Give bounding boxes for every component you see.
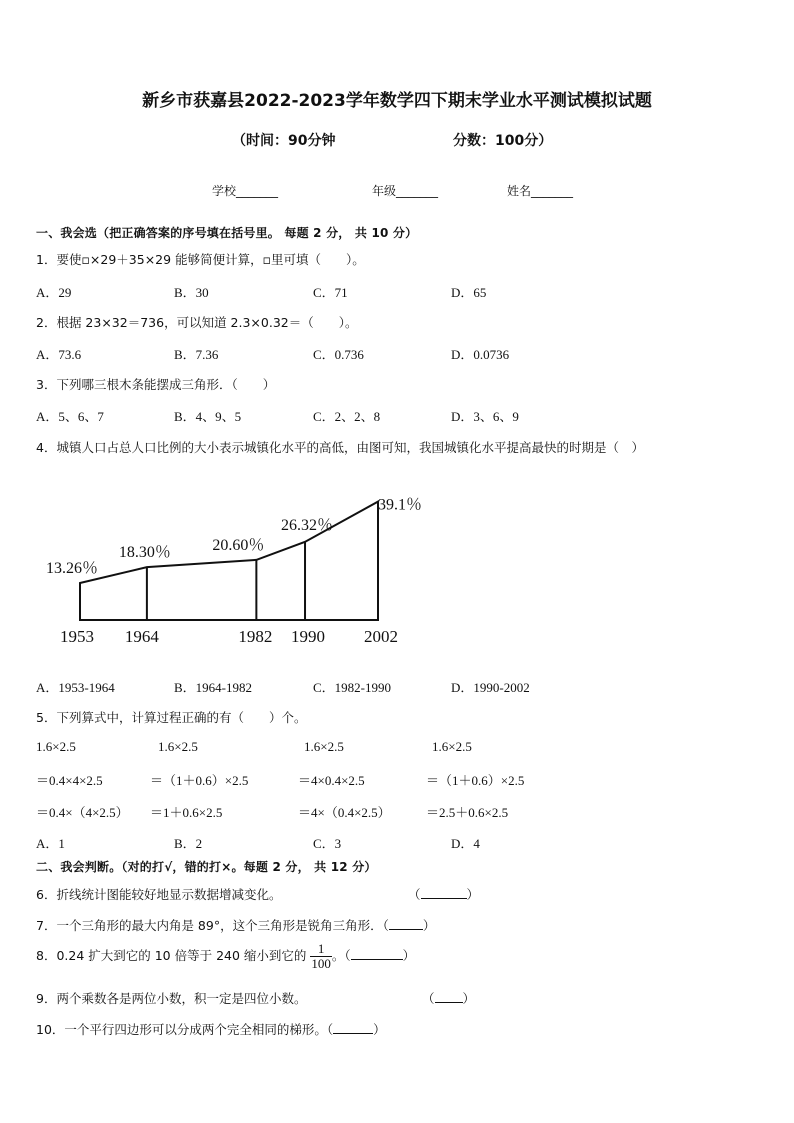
q5-expr-1-line-3: ＝0.4×（4×2.5） <box>36 805 129 820</box>
q8-paren-close: ） <box>402 948 416 963</box>
q9-answer[interactable] <box>422 989 475 1007</box>
x-tick-2002: 2002 <box>364 627 398 646</box>
q3-option-a: A．5、6、7 <box>36 409 104 424</box>
q5-expr-4-line-3: ＝2.5＋0.6×2.5 <box>426 805 509 820</box>
x-tick-1990: 1990 <box>291 627 326 646</box>
x-tick-1982: 1982 <box>238 627 273 646</box>
q7-text: 7．一个三角形的最大内角是 89°，这个三角形是锐角三角形．（ <box>36 918 389 933</box>
q6-paren-close: ） <box>466 887 480 902</box>
section-1-heading: 一、我会选（把正确答案的序号填在括号里。 每题 2 分， 共 10 分） <box>36 226 418 240</box>
q8-text-post: 。（ <box>331 948 351 963</box>
q2-option-c: C．0.736 <box>313 347 364 362</box>
q8-row <box>36 942 415 971</box>
q4-option-c: C．1982-1990 <box>313 680 392 695</box>
q4-option-d: D．1990-2002 <box>451 680 530 695</box>
urbanization-chart <box>0 470 794 660</box>
q10-paren-close: ） <box>373 1022 386 1037</box>
data-label-2002: 39.1％ <box>378 496 423 514</box>
q5-expr-3-line-3: ＝4×（0.4×2.5） <box>298 805 391 820</box>
name-field: 姓名_______ <box>507 184 574 198</box>
q3-option-c: C．2、2、8 <box>313 409 381 424</box>
q4-option-a: A．1953-1964 <box>36 680 115 695</box>
q1-option-a: A．29 <box>36 285 72 300</box>
q2-option-b: B．7.36 <box>174 347 219 362</box>
grade-field: 年级_______ <box>372 184 439 198</box>
data-label-1964: 18.30％ <box>118 544 171 562</box>
q2-stem: 2．根据 23×32＝736，可以知道 2.3×0.32＝（ ）。 <box>36 315 358 330</box>
section-2-heading: 二、我会判断。（对的打√，错的打×。每题 2 分， 共 12 分） <box>36 860 377 874</box>
q1-option-b: B．30 <box>174 285 209 300</box>
q3-option-d: D．3、6、9 <box>451 409 519 424</box>
q4-option-b: B．1964-1982 <box>174 680 253 695</box>
page-title: 新乡市获嘉县2022-2023学年数学四下期末学业水平测试模拟试题 <box>142 91 652 111</box>
q5-expr-2-line-1: 1.6×2.5 <box>158 739 198 754</box>
data-label-1982: 20.60％ <box>212 536 265 554</box>
q3-option-b: B．4、9、5 <box>174 409 242 424</box>
q10-row <box>36 1020 386 1038</box>
q7-blank[interactable] <box>389 917 423 930</box>
x-tick-1953: 1953 <box>60 627 94 646</box>
q8-fraction-denominator: 100 <box>311 956 331 971</box>
q1-stem: 1．要使▫×29＋35×29 能够简便计算，▫里可填（ ）。 <box>36 252 365 267</box>
q5-expr-4-line-1: 1.6×2.5 <box>432 739 472 754</box>
q5-expr-1-line-2: ＝0.4×4×2.5 <box>36 773 103 788</box>
q5-expr-2-line-2: ＝（1＋0.6）×2.5 <box>150 773 249 788</box>
q9-blank[interactable] <box>435 990 463 1003</box>
q5-option-d: D．4 <box>451 836 480 851</box>
q1-option-c: C．71 <box>313 285 348 300</box>
q8-text-pre: 8．0.24 扩大到它的 10 倍等于 240 缩小到它的 <box>36 948 307 963</box>
q5-expr-3-line-1: 1.6×2.5 <box>304 739 344 754</box>
q5-expr-3-line-2: ＝4×0.4×2.5 <box>298 773 365 788</box>
q5-option-c: C．3 <box>313 836 342 851</box>
q7-paren-close: ） <box>422 918 436 933</box>
q10-text: 10．一个平行四边形可以分成两个完全相同的梯形。（ <box>36 1022 334 1037</box>
q5-option-b: B．2 <box>174 836 203 851</box>
q9-paren-close: ） <box>462 991 476 1006</box>
q1-option-d: D．65 <box>451 285 487 300</box>
q5-option-a: A．1 <box>36 836 65 851</box>
data-label-1953: 13.26％ <box>46 560 99 577</box>
q6-paren-open: （ <box>408 887 421 902</box>
data-label-1990: 26.32％ <box>281 516 334 534</box>
q6-text: 6．折线统计图能较好地显示数据增减变化。 <box>36 887 282 902</box>
q6-answer[interactable] <box>408 885 479 903</box>
x-tick-1964: 1964 <box>124 627 159 646</box>
school-field: 学校_______ <box>212 184 279 198</box>
q5-expr-2-line-3: ＝1＋0.6×2.5 <box>150 805 223 820</box>
q2-option-d: D．0.0736 <box>451 347 510 362</box>
score-label: 分数：100分） <box>453 133 553 149</box>
q8-fraction-numerator: 1 <box>310 942 332 957</box>
q9-text: 9．两个乘数各是两位小数，积一定是四位小数。 <box>36 991 307 1006</box>
time-label: （时间：90分钟 <box>232 133 336 149</box>
q2-option-a: A．73.6 <box>36 347 82 362</box>
q8-fraction <box>310 942 332 971</box>
q6-blank[interactable] <box>421 886 467 899</box>
q5-expr-1-line-1: 1.6×2.5 <box>36 739 76 754</box>
q10-blank[interactable] <box>333 1021 373 1034</box>
q8-blank[interactable] <box>351 947 403 960</box>
q5-expr-4-line-2: ＝（1＋0.6）×2.5 <box>426 773 525 788</box>
q4-stem: 4．城镇人口占总人口比例的大小表示城镇化水平的高低，由图可知，我国城镇化水平提高最快的时期是（ ） <box>36 440 644 455</box>
q5-stem: 5．下列算式中，计算过程正确的有（ ）个。 <box>36 710 307 725</box>
q9-paren-open: （ <box>422 991 435 1006</box>
q3-stem: 3．下列哪三根木条能摆成三角形．（ ） <box>36 377 276 392</box>
q7-row <box>36 916 435 934</box>
